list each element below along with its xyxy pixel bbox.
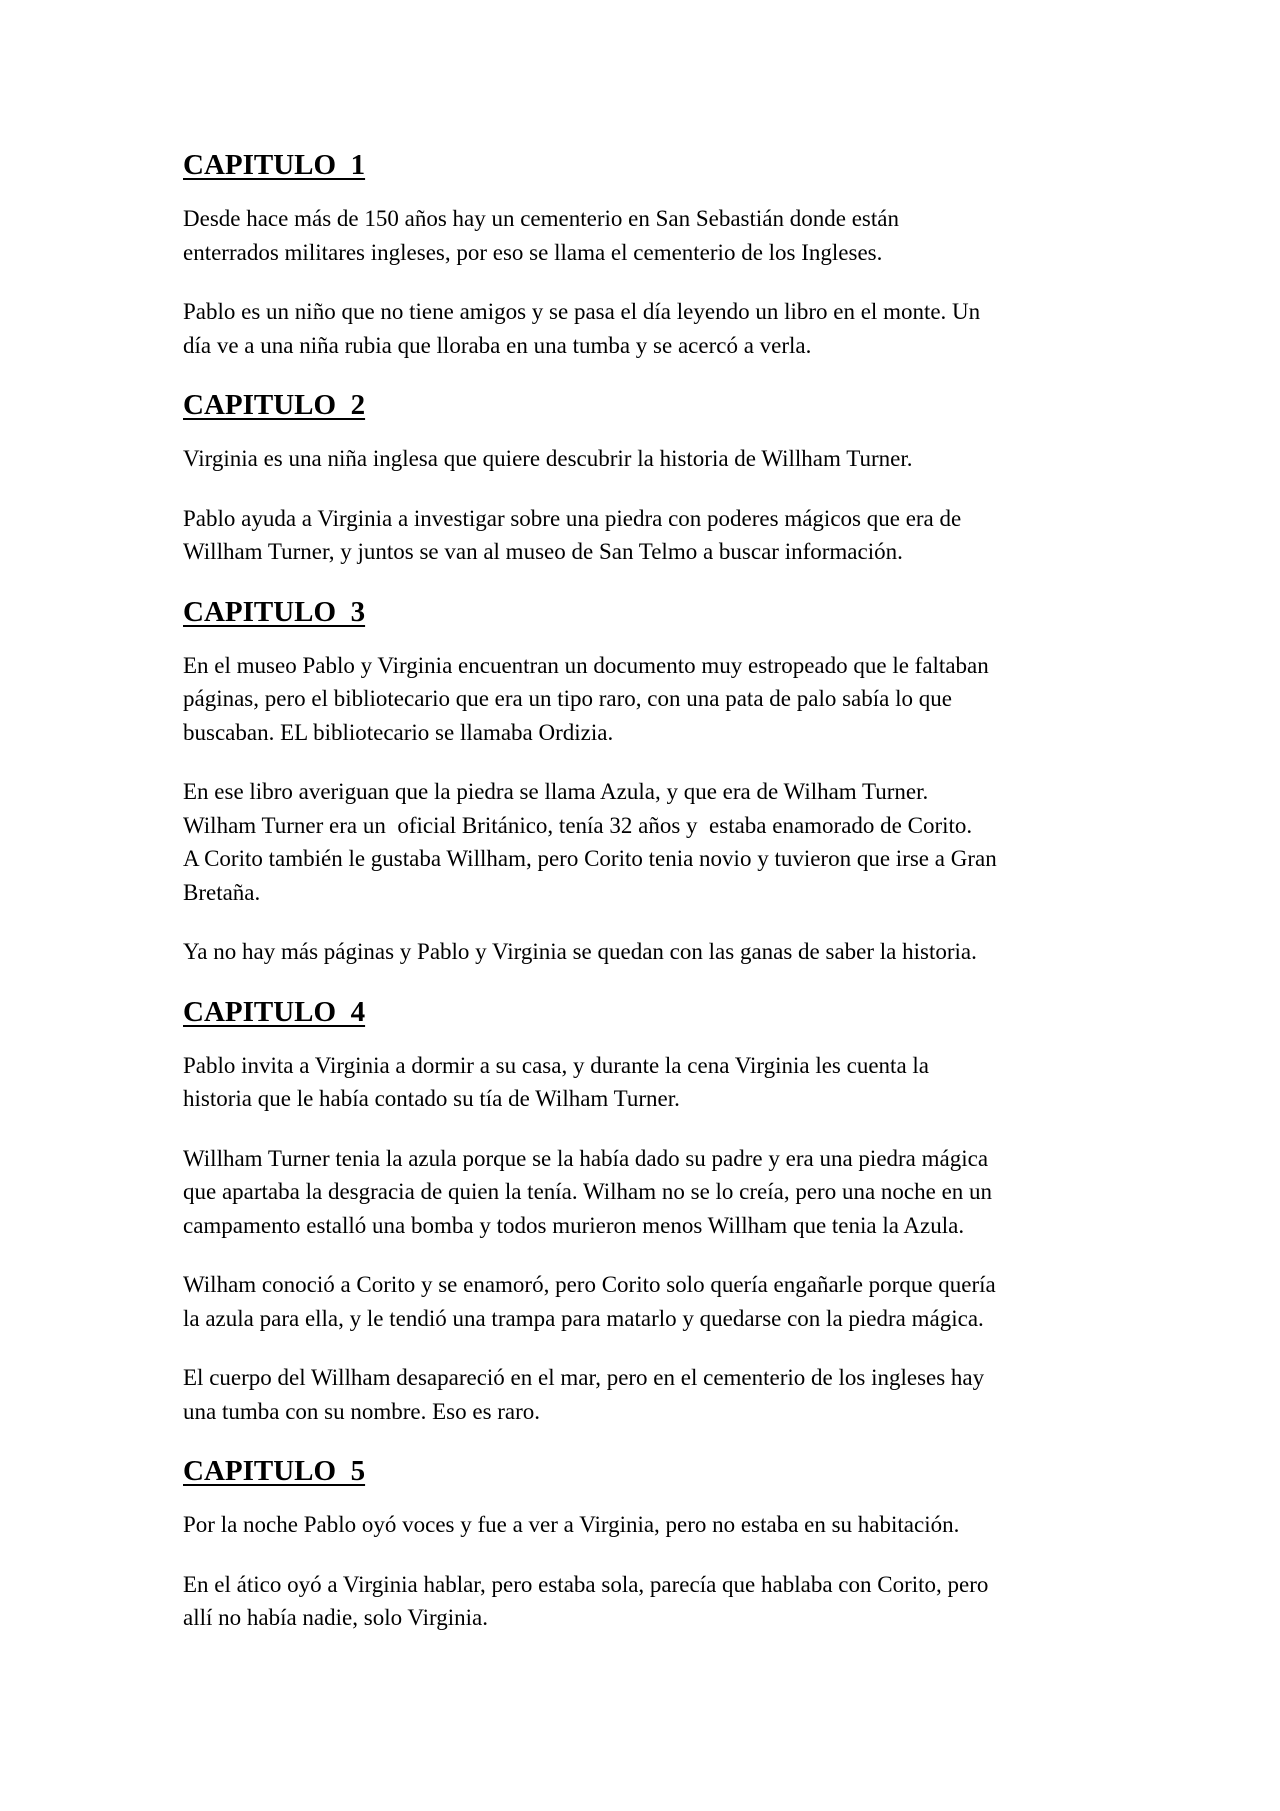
text-line: la azula para ella, y le tendió una trampa para matarlo y quedarse con la piedra mágica.	[183, 1305, 984, 1331]
text-line: Willham Turner tenia la azula porque se la había dado su padre y era una piedra mágica	[183, 1145, 989, 1171]
text-line: Por la noche Pablo oyó voces y fue a ver a Virginia, pero no estaba en su habitación.	[183, 1512, 960, 1537]
paragraph	[183, 775, 1113, 909]
text-line: allí no había nadie, solo Virginia.	[183, 1605, 489, 1630]
paragraph	[183, 1142, 1113, 1243]
paragraph	[183, 1049, 1113, 1116]
chapter-3	[183, 595, 1113, 969]
text-line: Bretaña.	[183, 879, 261, 905]
text-line: Desde hace más de 150 años hay un cementerio en San Sebastián donde están	[183, 206, 899, 231]
text-line: En el ático oyó a Virginia hablar, pero estaba sola, parecía que hablaba con Corito, pero	[183, 1571, 989, 1597]
text-line: En ese libro averiguan que la piedra se llama Azula, y que era de Wilham Turner.	[183, 779, 929, 804]
paragraph	[183, 1568, 1113, 1635]
text-line: Pablo invita a Virginia a dormir a su casa, y durante la cena Virginia les cuenta la	[183, 1052, 929, 1078]
text-line: buscaban. EL bibliotecario se llamaba Ordizia.	[183, 719, 614, 745]
text-line: que apartaba la desgracia de quien la tenía. Wilham no se lo creía, pero una noche en un	[183, 1179, 993, 1204]
text-line: En el museo Pablo y Virginia encuentran un documento muy estropeado que le faltaban	[183, 652, 989, 678]
text-line: El cuerpo del Willham desapareció en el mar, pero en el cementerio de los ingleses hay	[183, 1365, 985, 1390]
chapter-5	[183, 1454, 1113, 1635]
paragraph	[183, 1508, 1113, 1542]
chapter-heading: CAPITULO 1	[183, 149, 366, 181]
document-body	[183, 148, 1113, 1661]
paragraph	[183, 935, 1113, 969]
text-line: Wilham conoció a Corito y se enamoró, pero Corito solo quería engañarle porque quería	[183, 1272, 996, 1297]
text-line: Pablo ayuda a Virginia a investigar sobre una piedra con poderes mágicos que era de	[183, 505, 962, 531]
paragraph	[183, 442, 1113, 476]
paragraph	[183, 295, 1113, 362]
paragraph	[183, 202, 1113, 269]
text-line: una tumba con su nombre. Eso es raro.	[183, 1398, 541, 1424]
chapter-heading: CAPITULO 3	[183, 595, 366, 628]
text-line: historia que le había contado su tía de Wilham Turner.	[183, 1086, 680, 1111]
text-line: día ve a una niña rubia que lloraba en una tumba y se acercó a verla.	[183, 332, 812, 358]
chapter-4	[183, 995, 1113, 1429]
text-line: Wilham Turner era un oficial Británico, tenía 32 años y estaba enamorado de Corito.	[183, 812, 973, 838]
text-line: Ya no hay más páginas y Pablo y Virginia se quedan con las ganas de saber la historia.	[183, 939, 977, 964]
text-line: páginas, pero el bibliotecario que era un tipo raro, con una pata de palo sabía lo que	[183, 686, 952, 711]
paragraph	[183, 1361, 1113, 1428]
chapter-1	[183, 148, 1113, 362]
paragraph	[183, 649, 1113, 750]
chapter-2	[183, 388, 1113, 569]
text-line: Virginia es una niña inglesa que quiere descubrir la historia de Willham Turner.	[183, 446, 913, 471]
text-line: campamento estalló una bomba y todos murieron menos Willham que tenia la Azula.	[183, 1212, 965, 1238]
text-line: enterrados militares ingleses, por eso se llama el cementerio de los Ingleses.	[183, 239, 883, 265]
chapter-heading: CAPITULO 2	[183, 389, 366, 421]
text-line: Willham Turner, y juntos se van al museo de San Telmo a buscar información.	[183, 539, 903, 564]
paragraph	[183, 1268, 1113, 1335]
text-line: Pablo es un niño que no tiene amigos y se pasa el día leyendo un libro en el monte. Un	[183, 299, 981, 324]
chapter-heading: CAPITULO 5	[183, 1455, 366, 1487]
text-line: A Corito también le gustaba Willham, pero Corito tenia novio y tuvieron que irse a Gran	[183, 846, 997, 871]
chapter-heading: CAPITULO 4	[183, 995, 366, 1028]
paragraph	[183, 502, 1113, 569]
